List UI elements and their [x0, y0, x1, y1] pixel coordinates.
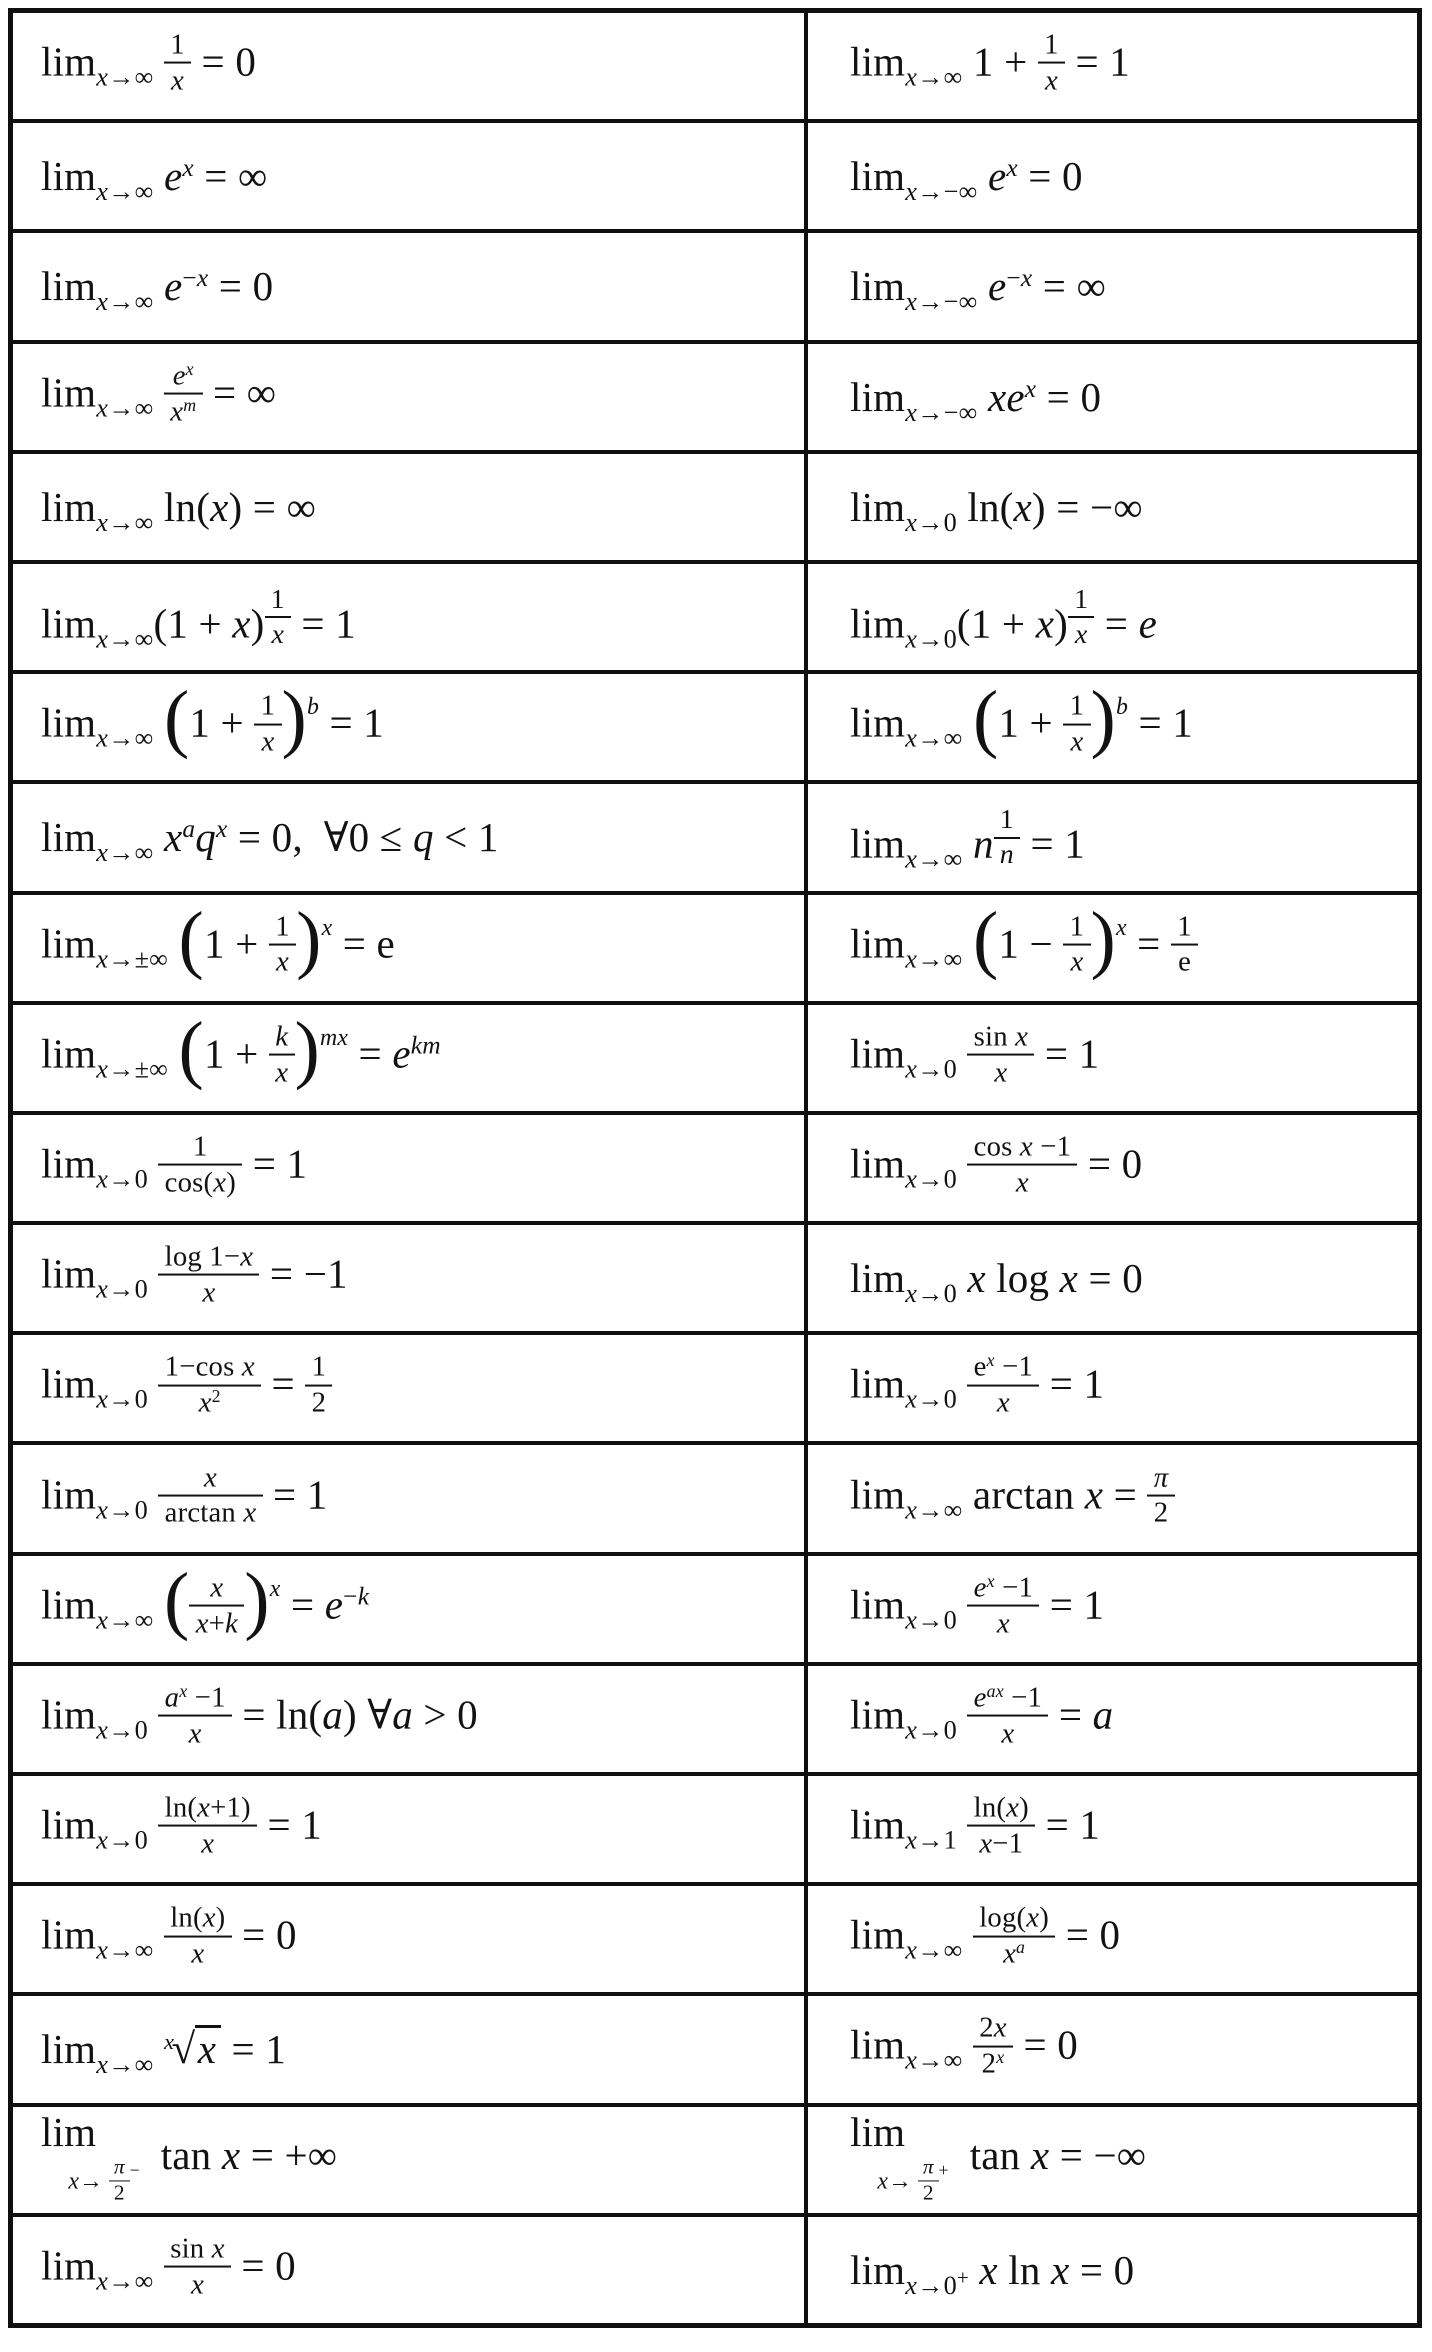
formula: $\lim_{x\to\infty} (1$ + $\frac{1}{x}$ )$^b$ = 1 [850, 676, 1194, 761]
formula: $\lim_{x\to-\infty} xe^x = 0$ [850, 373, 1102, 427]
table-row [13, 1115, 1417, 1225]
formula: $\lim_{x\to\infty}$ $\frac{\ln(x)}{x}$ = 0 [41, 1901, 297, 1970]
formula-cell-left [13, 1115, 808, 1221]
formula-cell-right [808, 1556, 1417, 1662]
formula: $\lim_{x\to\infty}$ $\frac{2x}{2^x}$ = 0 [850, 2012, 1078, 2080]
formula-cell-left [13, 1996, 808, 2102]
formula: $\lim_{x\to\infty} e^{-x} = 0$ [41, 263, 274, 317]
table-row [13, 1005, 1417, 1115]
formula-cell-right [808, 454, 1417, 560]
formula: $\lim_{x\to 0}$ $\frac{\ln(x+1)}{x}$ = 1 [41, 1791, 323, 1860]
formula-cell-right [808, 784, 1417, 890]
table-row [13, 123, 1417, 233]
table-row [13, 1225, 1417, 1335]
formula: $\lim_{x\to\infty} (1$ − $\frac{1}{x}$ )$^x$ = $\frac{1}{e}$ [850, 914, 1198, 982]
formula-cell-right [808, 674, 1417, 780]
formula: $\lim_{x\to-\infty} e^{-x}$ = ∞ [850, 263, 1107, 317]
formula-cell-right [808, 1445, 1417, 1551]
formula: $\lim_{x\to 0}$ $\frac{a^x -1}{x}$ = ln(a) ∀a > 0 [41, 1680, 478, 1750]
table-row [13, 674, 1417, 784]
table-row [13, 344, 1417, 454]
formula-cell-right [808, 344, 1417, 450]
formula-cell-right [808, 1666, 1417, 1772]
formula-cell-left [13, 784, 808, 890]
table-row [13, 784, 1417, 894]
formula-cell-left [13, 1335, 808, 1441]
formula-cell-left [13, 1666, 808, 1772]
formula: $\lim_{x\to\infty}$ $\frac{\log(x)}{x^a}$ = 0 [850, 1901, 1121, 1970]
formula-cell-left [13, 2217, 808, 2323]
formula: $\lim_{x\to\infty} 1$ + $\frac{1}{x}$ = 1 [850, 28, 1130, 97]
formula: $\lim_{x\to\pm\infty} (1$ + $\frac{1}{x}$ )$^x$ = e [41, 896, 395, 981]
formula-cell-left [13, 1556, 808, 1662]
formula-cell-right [808, 1005, 1417, 1111]
formula-cell-right [808, 13, 1417, 119]
formula-cell-right [808, 1225, 1417, 1331]
formula-cell-right [808, 2217, 1417, 2323]
formula-cell-right [808, 1115, 1417, 1221]
formula-cell-left [13, 13, 808, 119]
formula-cell-right [808, 123, 1417, 229]
formula: $\lim_{x\to 0}$ $\frac{e^x -1}{x}$ = 1 [850, 1570, 1105, 1640]
formula: $\lim_{x\to\infty}$ $\frac{\text{sin x}}{x}$ = 0 [41, 2232, 296, 2301]
formula-cell-left [13, 344, 808, 450]
formula: $\lim_{x\to\infty}$ ( $\frac{x}{x+k}$ )$^x = e^{-k}$ [41, 1557, 370, 1642]
formula: $\lim_{x\to 0}$ $\frac{\log 1-x}{x}$ = −1 [41, 1240, 348, 1309]
formula: $\lim_{x\to-\infty} e^x = 0$ [850, 153, 1083, 207]
table-row [13, 1335, 1417, 1445]
formula-cell-left [13, 233, 808, 339]
formula: $\lim_{x\to 0}$ $e^{ax} -1$ x = a [850, 1680, 1114, 1750]
formula-cell-left [13, 1225, 808, 1331]
formula: $\lim_{x\to 0}$ $\frac{\text{1−cos x}}{x^2}$ = $\frac{1}{2}$ [41, 1354, 332, 1422]
limits-table [8, 8, 1422, 2328]
table-row [13, 454, 1417, 564]
formula-cell-right [808, 564, 1417, 670]
formula-cell-left [13, 564, 808, 670]
formula-cell-left [13, 1886, 808, 1992]
formula: $\lim_{x\to 0}(1 + x)$ $^{\frac{1}{x}}$ = e [850, 583, 1157, 654]
formula-cell-left [13, 2107, 808, 2213]
formula-cell-left [13, 1776, 808, 1882]
table-row [13, 564, 1417, 674]
formula-cell-left [13, 674, 808, 780]
formula: $\lim_{x\to\infty} ^x√x = 1$ [41, 2025, 286, 2079]
formula-cell-right [808, 2107, 1417, 2213]
formula-cell-right [808, 1886, 1417, 1992]
formula: $\lim_{x\to 0}$ $\frac{\text{sin x}}{x}$ = 1 [850, 1020, 1100, 1089]
formula: lim x→ $\frac{\pi}{2}$ − tan x = +∞ [41, 2108, 338, 2205]
formula: $\lim_{x\to 0}$ $\frac{\text{cos x −1}}{x}$ = 0 [850, 1130, 1143, 1199]
formula: $\lim_{x\to 0}$ $\frac{1}{\cos(x)}$ = 1 [41, 1130, 308, 1199]
table-row [13, 2107, 1417, 2217]
table-row [13, 1996, 1417, 2106]
formula: $\lim_{x\to\infty} x^aq^x = 0$, ∀0 ≤ q < 1 [41, 814, 499, 868]
formula: $\lim_{x\to\infty}$ $\frac{1}{x}$ = 0 [41, 28, 257, 97]
table-row [13, 2217, 1417, 2323]
formula-cell-left [13, 1005, 808, 1111]
table-row [13, 1445, 1417, 1555]
table-row [13, 1886, 1417, 1996]
formula: $\lim_{x\to\infty} \ln(x)$ = ∞ [41, 483, 317, 537]
formula: $\lim_{x\to\infty} \arctan x$ = $\frac{\pi}{2}$ [850, 1465, 1175, 1533]
formula: $\lim_{x\to 0^+} x$ ln x = 0 [850, 2246, 1135, 2300]
formula: $\lim_{x\to\infty}(1 + x)$ $^{\frac{1}{x}}$ = 1 [41, 583, 356, 654]
formula-cell-right [808, 1335, 1417, 1441]
table-row [13, 1666, 1417, 1776]
formula-cell-left [13, 895, 808, 1001]
formula: $\lim_{x\to\pm\infty} (1$ + $\frac{k}{x}$ )$^{mx} = e^{km}$ [41, 1007, 441, 1091]
table-row [13, 1776, 1417, 1886]
formula: $\lim_{x\to\infty} (1$ + $\frac{1}{x}$ )$^b$ = 1 [41, 676, 385, 761]
formula: $\lim_{x\to 0} x$ log x = 0 [850, 1255, 1144, 1309]
formula: $\lim_{x\to\infty} n$ $^{\frac{1}{n}}$ = 1 [850, 804, 1085, 874]
formula-cell-right [808, 1776, 1417, 1882]
formula: $\lim_{x\to 1}$ $\frac{\ln(x)}{x-1}$ = 1 [850, 1791, 1101, 1860]
formula-cell-right [808, 233, 1417, 339]
formula-cell-left [13, 454, 808, 560]
formula: lim x→ $\frac{\pi}{2}$ + tan x = −∞ [850, 2108, 1147, 2205]
table-row [13, 1556, 1417, 1666]
table-row [13, 233, 1417, 343]
formula-cell-right [808, 1996, 1417, 2102]
table-row [13, 13, 1417, 123]
formula: $\lim_{x\to 0}$ $\frac{x}{\text{arctan x}}$ = 1 [41, 1461, 328, 1529]
formula: $\lim_{x\to 0}$ $\frac{e^x -1}{x}$ = 1 [850, 1350, 1105, 1419]
formula-cell-left [13, 1445, 808, 1551]
formula: $\lim_{x\to 0} \ln(x)$ = −∞ [850, 483, 1143, 537]
formula-cell-right [808, 895, 1417, 1001]
table-row [13, 895, 1417, 1005]
formula: $\lim_{x\to\infty} e^x$ = ∞ [41, 153, 268, 207]
formula-cell-left [13, 123, 808, 229]
formula: $\lim_{x\to\infty}$ $\frac{e^x}{x^m}$ = ∞ [41, 358, 277, 428]
